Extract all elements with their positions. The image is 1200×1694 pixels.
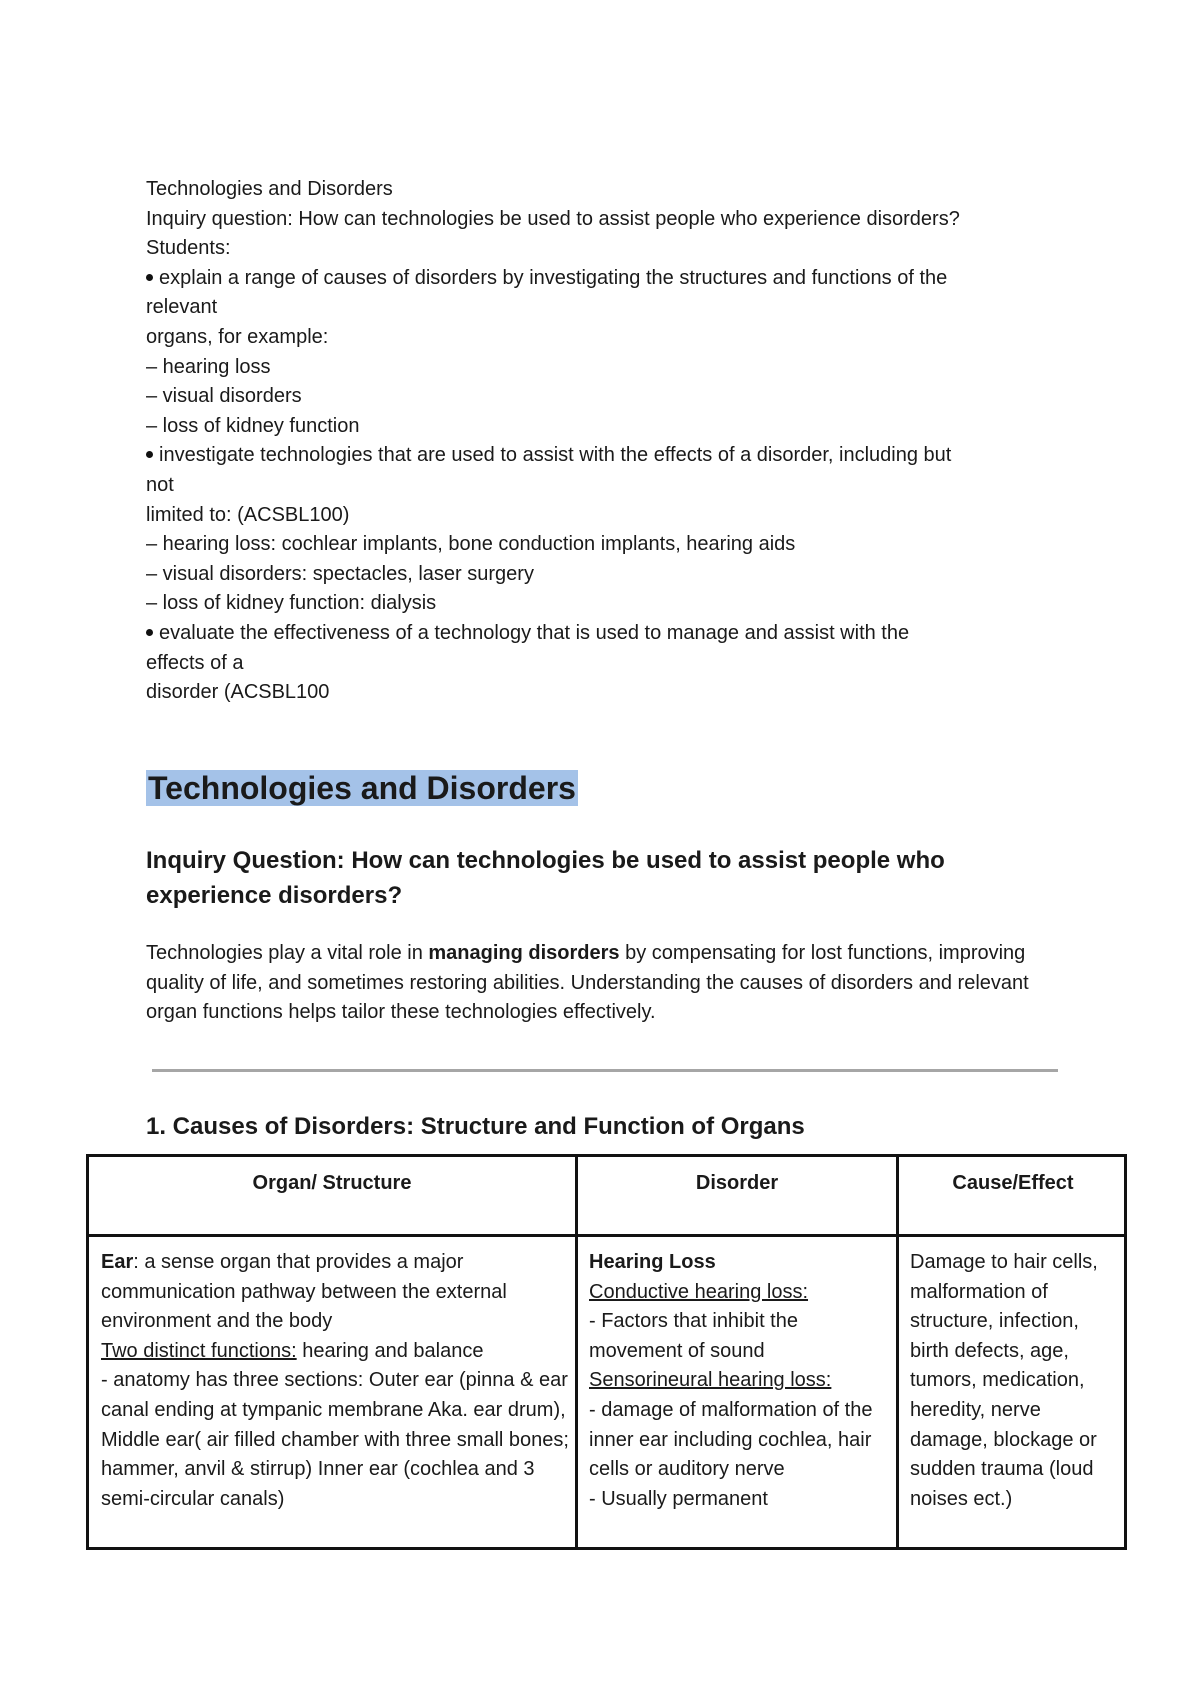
syllabus-line: – loss of kidney function: dialysis	[146, 592, 437, 615]
causes-table	[86, 1154, 1127, 1550]
table-column-divider	[575, 1157, 578, 1547]
organ-description: : a sense organ that provides a major communication pathway between the external environment and the body	[101, 1251, 507, 1333]
page-title	[146, 768, 1066, 808]
syllabus-line: Inquiry question: How can technologies be used to assist people who experience disorders?	[146, 207, 960, 230]
intro-text-rest: by compensating for lost functions, improving quality of life, and sometimes restoring abilities. Understanding the causes of disorders and relevant organ functions helps tailor these technologies effectively.	[146, 942, 1029, 1024]
table-header-organ: Organ/ Structure	[252, 1172, 412, 1194]
disorder-title: Hearing Loss	[589, 1251, 716, 1273]
organ-anatomy: - anatomy has three sections: Outer ear (pinna & ear canal ending at tympanic membrane Aka. ear drum), Middle ear( air filled chamber with three small bones; hammer, anvil & stirrup) Inner ear (cochlea and 3 semi-circular canals)	[101, 1369, 569, 1510]
organ-name: Ear	[101, 1251, 134, 1273]
syllabus-line: – visual disorders: spectacles, laser surgery	[146, 562, 534, 585]
syllabus-line: disorder (ACSBL100	[146, 681, 330, 704]
syllabus-bullet-text: explain a range of causes of disorders by investigating the structures and functions of the	[159, 266, 948, 289]
syllabus-line: – hearing loss	[146, 355, 271, 378]
intro-paragraph	[146, 939, 1066, 1028]
syllabus-bullet-text: investigate technologies that are used to assist with the effects of a disorder, including but	[159, 444, 952, 467]
bullet-icon	[146, 274, 153, 281]
organ-functions-text: hearing and balance	[296, 1339, 484, 1362]
sensorineural-text: - damage of malformation of the inner ear including cochlea, hair cells or auditory nerve	[589, 1398, 873, 1481]
syllabus-bullet-line	[146, 441, 1066, 471]
conductive-label: Conductive hearing loss:	[589, 1280, 809, 1303]
intro-text: Technologies play a vital role in	[146, 942, 429, 964]
syllabus-line: – loss of kidney function	[146, 414, 360, 437]
table-header-divider	[89, 1234, 1124, 1237]
syllabus-line: not	[146, 473, 174, 496]
table-header-cause: Cause/Effect	[952, 1172, 1074, 1194]
intro-bold-text: managing disorders	[428, 942, 620, 964]
table-column-divider	[896, 1157, 899, 1547]
syllabus-line: relevant	[146, 296, 218, 319]
syllabus-line: – visual disorders	[146, 385, 302, 408]
syllabus-bullet-text: evaluate the effectiveness of a technology that is used to manage and assist with the	[159, 621, 910, 644]
horizontal-divider	[152, 1069, 1058, 1072]
syllabus-line: limited to: (ACSBL100)	[146, 503, 350, 526]
syllabus-text	[146, 175, 1066, 708]
conductive-text: - Factors that inhibit the movement of sound	[589, 1310, 798, 1362]
table-cell-cause: Damage to hair cells, malformation of structure, infection, birth defects, age, tumors, medication, heredity, nerve damage, blockage or sudden trauma (loud noises ect.)	[910, 1251, 1098, 1510]
permanence-text: - Usually permanent	[589, 1487, 768, 1510]
syllabus-bullet-line	[146, 264, 1066, 294]
syllabus-line: organs, for example:	[146, 325, 329, 348]
syllabus-line: Students:	[146, 237, 231, 260]
table-cell-organ	[101, 1248, 569, 1514]
organ-functions-label: Two distinct functions:	[101, 1339, 297, 1362]
syllabus-line: Technologies and Disorders	[146, 178, 393, 200]
sensorineural-label: Sensorineural hearing loss:	[589, 1369, 832, 1392]
table-header-disorder: Disorder	[695, 1172, 779, 1194]
section-heading: 1. Causes of Disorders: Structure and Function of Organs	[146, 1113, 805, 1140]
inquiry-question-heading: Inquiry Question: How can technologies be used to assist people who experience disorders?	[146, 847, 945, 909]
table-cell-disorder	[589, 1248, 889, 1514]
bullet-icon	[146, 629, 153, 636]
syllabus-line: – hearing loss: cochlear implants, bone conduction implants, hearing aids	[146, 533, 796, 556]
syllabus-line: effects of a	[146, 651, 244, 674]
syllabus-bullet-line	[146, 619, 1066, 649]
page-title-text: Technologies and Disorders	[148, 770, 576, 806]
bullet-icon	[146, 451, 153, 458]
